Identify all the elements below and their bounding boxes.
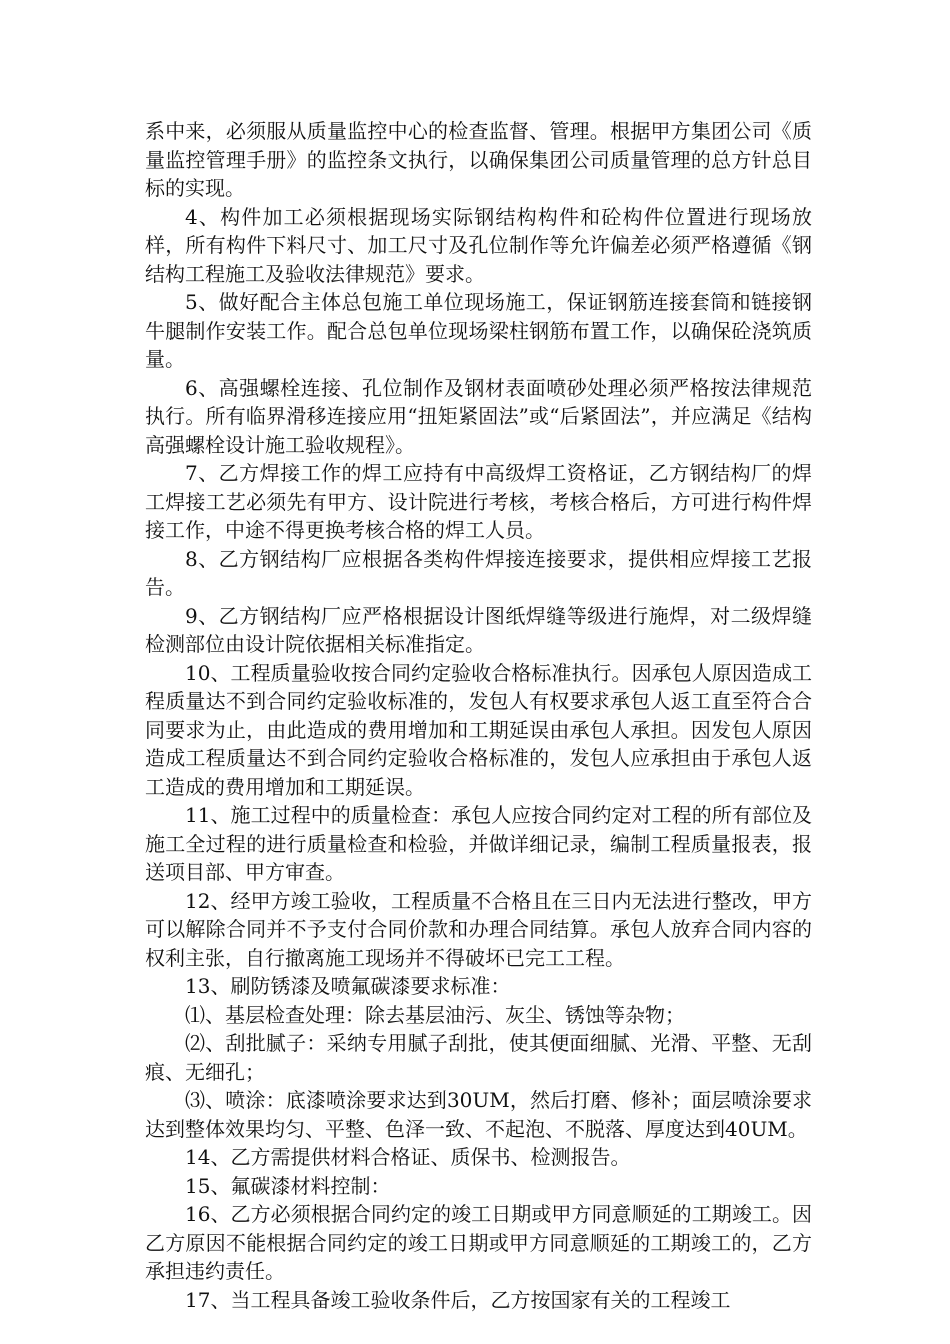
clause-13-item-3: ⑶、喷涂：底漆喷涂要求达到30UM，然后打磨、修补；面层喷涂要求达到整体效果均匀、平整、色泽一致、不起泡、不脱落、厚度达到40UM。 — [145, 1088, 812, 1141]
document-page — [145, 117, 812, 1314]
clause-5: 5、做好配合主体总包施工单位现场施工，保证钢筋连接套筒和链接钢牛腿制作安装工作。配合总包单位现场梁柱钢筋布置工作，以确保砼浇筑质量。 — [145, 290, 812, 371]
clause-6: 6、高强螺栓连接、孔位制作及钢材表面喷砂处理必须严格按法律规范执行。所有临界滑移连接应用“扭矩紧固法”或“后紧固法”，并应满足《结构高强螺栓设计施工验收规程》。 — [145, 375, 812, 457]
clause-12: 12、经甲方竣工验收，工程质量不合格且在三日内无法进行整改，甲方可以解除合同并不予支付合同价款和办理合同结算。承包人放弃合同内容的权利主张，自行撤离施工现场并不得破坏已完工工程。 — [145, 888, 812, 970]
clause-7: 7、乙方焊接工作的焊工应持有中高级焊工资格证，乙方钢结构厂的焊工焊接工艺必须先有甲方、设计院进行考核，考核合格后，方可进行构件焊接工作，中途不得更换考核合格的焊工人员。 — [145, 461, 812, 542]
clause-17: 17、当工程具备竣工验收条件后，乙方按国家有关的工程竣工 — [185, 1287, 731, 1312]
clause-14: 14、乙方需提供材料合格证、质保书、检测报告。 — [185, 1145, 631, 1169]
clause-10: 10、工程质量验收按合同约定验收合格标准执行。因承包人原因造成工程质量达不到合同约定验收标准的，发包人有权要求承包人返工直至符合合同要求为止，由此造成的费用增加和工期延误由承包人承担。因发包人原因造成工程质量达不到合同约定验收合格标准的，发包人应承担由于承包人返工造成的费用增加和工期延误。 — [145, 660, 812, 799]
clause-8: 8、乙方钢结构厂应根据各类构件焊接连接要求，提供相应焊接工艺报告。 — [145, 546, 812, 599]
clause-13: 13、刷防锈漆及喷氟碳漆要求标准： — [185, 974, 511, 998]
clause-11: 11、施工过程中的质量检查：承包人应按合同约定对工程的所有部位及施工全过程的进行质量检查和检验，并做详细记录，编制工程质量报表，报送项目部、甲方审查。 — [145, 803, 812, 884]
clause-15: 15、氟碳漆材料控制： — [185, 1173, 391, 1198]
clause-4: 4、构件加工必须根据现场实际钢结构构件和砼构件位置进行现场放样，所有构件下料尺寸、加工尺寸及孔位制作等允许偏差必须严格遵循《钢结构工程施工及验收法律规范》要求。 — [145, 204, 812, 286]
clause-13-item-1: ⑴、基层检查处理：除去基层油污、灰尘、锈蚀等杂物； — [185, 1002, 685, 1027]
clause-9: 9、乙方钢结构厂应严格根据设计图纸焊缝等级进行施焊，对二级焊缝检测部位由设计院依据相关标准指定。 — [145, 603, 812, 656]
clause-16: 16、乙方必须根据合同约定的竣工日期或甲方同意顺延的工期竣工。因乙方原因不能根据合同约定的竣工日期或甲方同意顺延的工期竣工的，乙方承担违约责任。 — [145, 1202, 812, 1283]
clause-13-item-2: ⑵、刮批腻子：采纳专用腻子刮批，使其便面细腻、光滑、平整、无刮痕、无细孔； — [145, 1031, 812, 1084]
paragraph-continuation: 系中来，必须服从质量监控中心的检查监督、管理。根据甲方集团公司《质量监控管理手册》的监控条文执行，以确保集团公司质量管理的总方针总目标的实现。 — [145, 119, 812, 200]
